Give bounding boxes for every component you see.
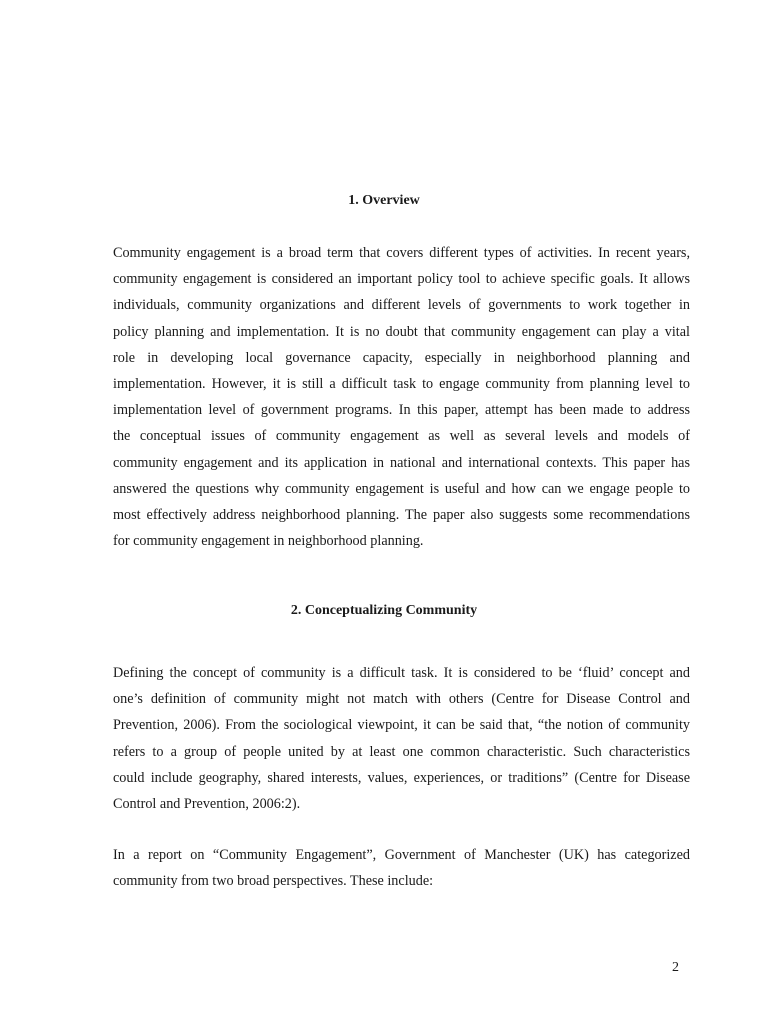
paragraph-line: community engagement is considered an important policy tool to achieve specific goals. It allows <box>113 271 690 288</box>
paragraph-line: one’s definition of community might not match with others (Centre for Disease Control and <box>113 691 690 708</box>
section-heading-conceptualizing-community: 2. Conceptualizing Community <box>290 603 478 618</box>
paragraph-line: most effectively address neighborhood planning. The paper also suggests some recommendations <box>113 506 690 523</box>
paragraph-line: role in developing local governance capacity, especially in neighborhood planning and <box>113 349 690 366</box>
paragraph-line: Community engagement is a broad term that covers different types of activities. In recent years, <box>113 245 690 261</box>
paragraph-line: answered the questions why community engagement is useful and how can we engage people to <box>113 480 690 497</box>
paragraph-line: In a report on “Community Engagement”, Government of Manchester (UK) has categorized <box>113 847 690 863</box>
paragraph-line: Defining the concept of community is a difficult task. It is considered to be ‘fluid’ concept and <box>113 665 690 681</box>
paragraph-line: the conceptual issues of community engagement as well as several levels and models of <box>113 428 690 445</box>
conceptualizing-paragraph-2 <box>113 842 690 894</box>
paragraph-line: implementation. However, it is still a difficult task to engage community from planning level to <box>113 375 690 392</box>
paragraph-line: implementation level of government programs. In this paper, attempt has been made to address <box>113 402 690 419</box>
paragraph-line: community engagement and its application in national and international contexts. This paper has <box>113 454 690 471</box>
paragraph-line: Control and Prevention, 2006:2). <box>113 795 301 812</box>
overview-paragraph <box>113 240 690 554</box>
paragraph-line: Prevention, 2006). From the sociological viewpoint, it can be said that, “the notion of community <box>113 717 690 734</box>
section-heading-overview: 1. Overview <box>348 193 420 208</box>
paragraph-line: community from two broad perspectives. These include: <box>113 873 434 890</box>
conceptualizing-paragraph-1 <box>113 660 690 817</box>
paragraph-line: could include geography, shared interests, values, experiences, or traditions” (Centre for Disease <box>113 769 690 786</box>
paragraph-line: for community engagement in neighborhood planning. <box>113 533 424 550</box>
paragraph-line: refers to a group of people united by at least one common characteristic. Such characteristics <box>113 743 690 760</box>
paragraph-line: individuals, community organizations and different levels of governments to work together in <box>113 297 690 314</box>
paragraph-line: policy planning and implementation. It is no doubt that community engagement can play a vital <box>113 323 690 340</box>
page-number: 2 <box>672 960 679 975</box>
